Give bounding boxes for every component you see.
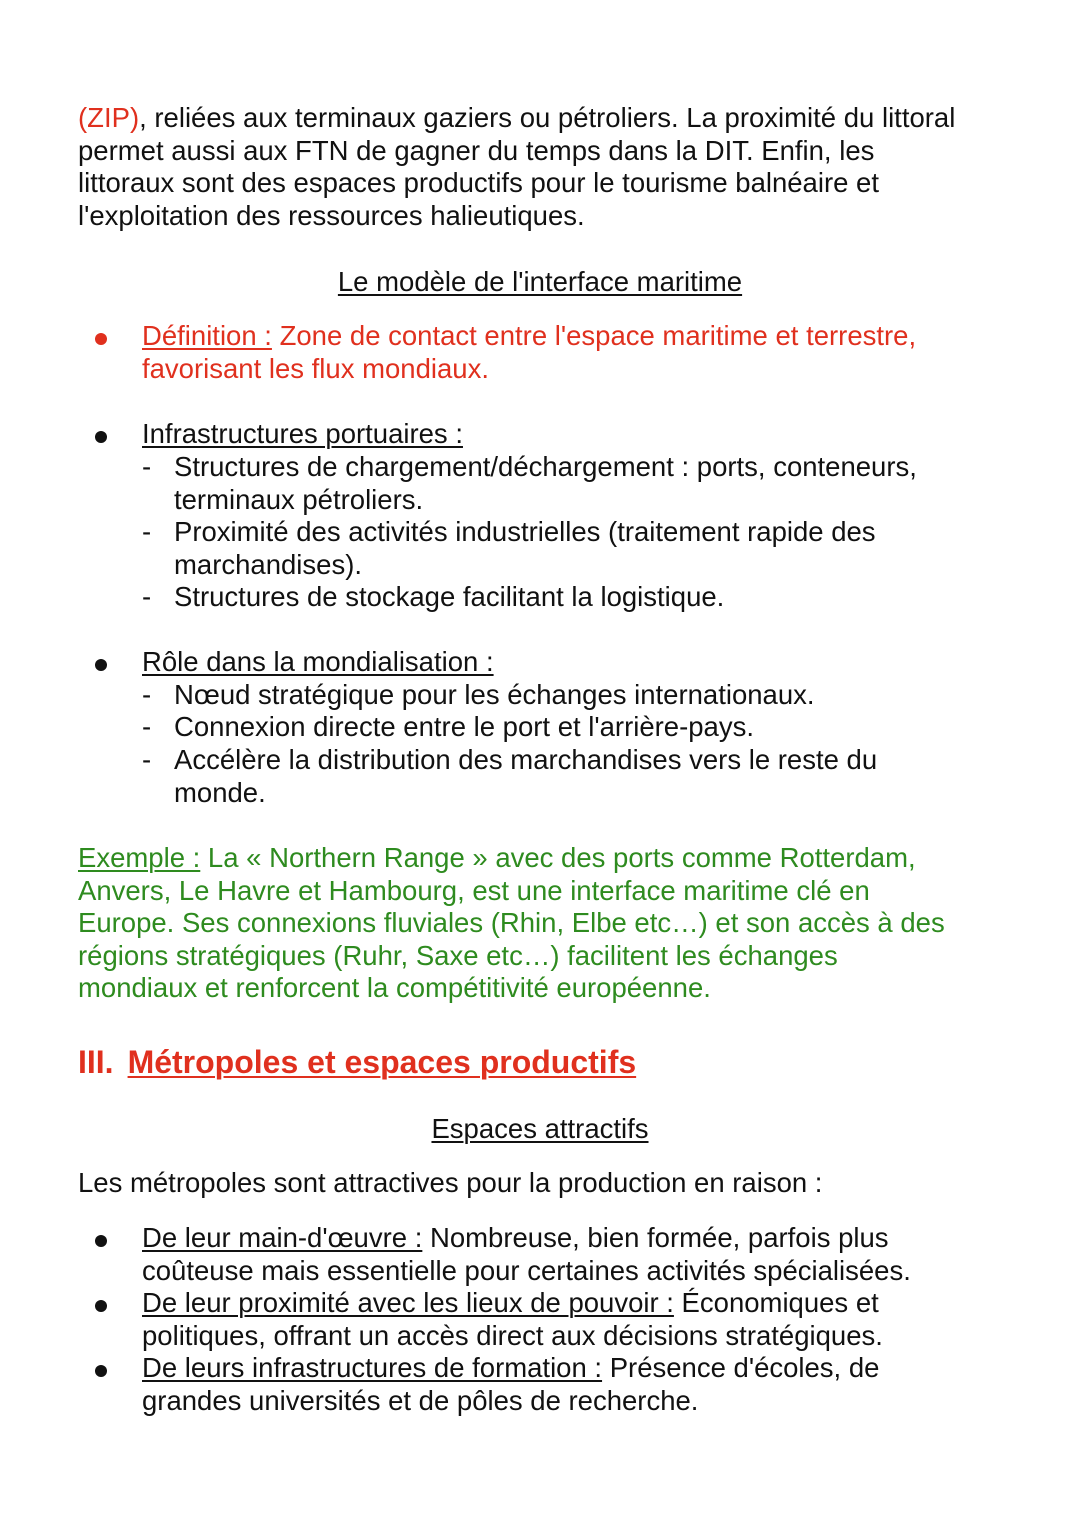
intro-paragraph [78,102,1018,232]
factor-label: De leur proximité avec les lieux de pouvoir : [142,1287,674,1318]
factor-text: grandes universités et de pôles de recherche. [142,1384,699,1416]
dash-icon: - [142,451,152,482]
subtitle-text: Espaces attractifs [431,1113,649,1144]
role-heading-text: Rôle dans la mondialisation : [142,646,494,677]
item-line: Accélère la distribution des marchandises vers le reste du [174,744,878,775]
zip-abbrev: (ZIP) [78,102,140,133]
infrastructure-item [174,451,994,516]
role-heading [142,646,1002,679]
example-paragraph [78,842,1028,1005]
bullet-icon [95,1300,107,1312]
item-line: Connexion directe entre le port et l'arrière-pays. [174,711,754,742]
definition-item [142,320,1002,385]
example-line: Europe. Ses connexions fluviales (Rhin, Elbe etc…) et son accès à des [78,907,945,938]
factor-text: Économiques et [673,1287,879,1318]
item-line: marchandises). [174,548,362,580]
definition-text: favorisant les flux mondiaux. [142,352,489,384]
factor-text: politiques, offrant un accès direct aux décisions stratégiques. [142,1319,883,1351]
bullet-icon [95,1235,107,1247]
infrastructure-item [174,516,994,581]
item-line: Proximité des activités industrielles (traitement rapide des [174,516,876,547]
section-title-interface [0,266,1080,299]
attractive-factor-item [142,1352,1002,1417]
intro-line [78,102,1018,135]
role-item [174,679,994,712]
example-line: mondiaux et renforcent la compétitivité européenne. [78,972,711,1003]
item-line: terminaux pétroliers. [174,483,424,515]
role-item [174,711,994,744]
definition-label: Définition : [142,320,272,351]
factor-label: De leurs infrastructures de formation : [142,1352,603,1383]
section-three-intro: Les métropoles sont attractives pour la production en raison : [78,1167,823,1198]
section-heading-iii [78,1043,636,1081]
attractive-factor-item [142,1222,1002,1287]
intro-line: littoraux sont des espaces productifs pour le tourisme balnéaire et [78,167,879,198]
infrastructures-heading [142,418,1002,451]
section-heading-title: Métropoles et espaces productifs [127,1044,637,1080]
section-number: III. [78,1044,114,1080]
dash-icon: - [142,581,152,612]
definition-text: Zone de contact entre l'espace maritime et terrestre, [279,320,917,351]
example-line: régions stratégiques (Ruhr, Saxe etc…) facilitent les échanges [78,939,838,971]
item-line: monde. [174,776,266,808]
factor-text: coûteuse mais essentielle pour certaines activités spécialisées. [142,1254,911,1286]
bullet-icon [95,659,107,671]
item-line: Structures de stockage facilitant la logistique. [174,581,725,612]
item-line: Nœud stratégique pour les échanges internationaux. [174,679,815,710]
intro-line: l'exploitation des ressources halieutiques. [78,199,585,231]
bullet-icon [95,333,107,345]
example-line: La « Northern Range » avec des ports comme Rotterdam, [200,842,916,873]
subtitle-espaces-attractifs [0,1113,1080,1146]
factor-text: Présence d'écoles, de [602,1352,880,1383]
role-item [174,744,994,809]
factor-text: Nombreuse, bien formée, parfois plus [422,1222,889,1253]
intro-line: permet aussi aux FTN de gagner du temps dans la DIT. Enfin, les [78,134,875,166]
attractive-factor-item [142,1287,1002,1352]
factor-label: De leur main-d'œuvre : [142,1222,423,1253]
dash-icon: - [142,679,152,710]
bullet-icon [95,431,107,443]
infrastructures-heading-text: Infrastructures portuaires : [142,418,463,449]
bullet-icon [95,1365,107,1377]
dash-icon: - [142,516,152,547]
example-label: Exemple : [78,842,201,873]
example-line: Anvers, Le Havre et Hambourg, est une interface maritime clé en [78,874,870,906]
dash-icon: - [142,711,152,742]
infrastructure-item [174,581,994,614]
section-title-text: Le modèle de l'interface maritime [337,266,743,297]
intro-line-text: , reliées aux terminaux gaziers ou pétroliers. La proximité du littoral [139,102,956,133]
item-line: Structures de chargement/déchargement : ports, conteneurs, [174,451,917,482]
dash-icon: - [142,744,152,775]
